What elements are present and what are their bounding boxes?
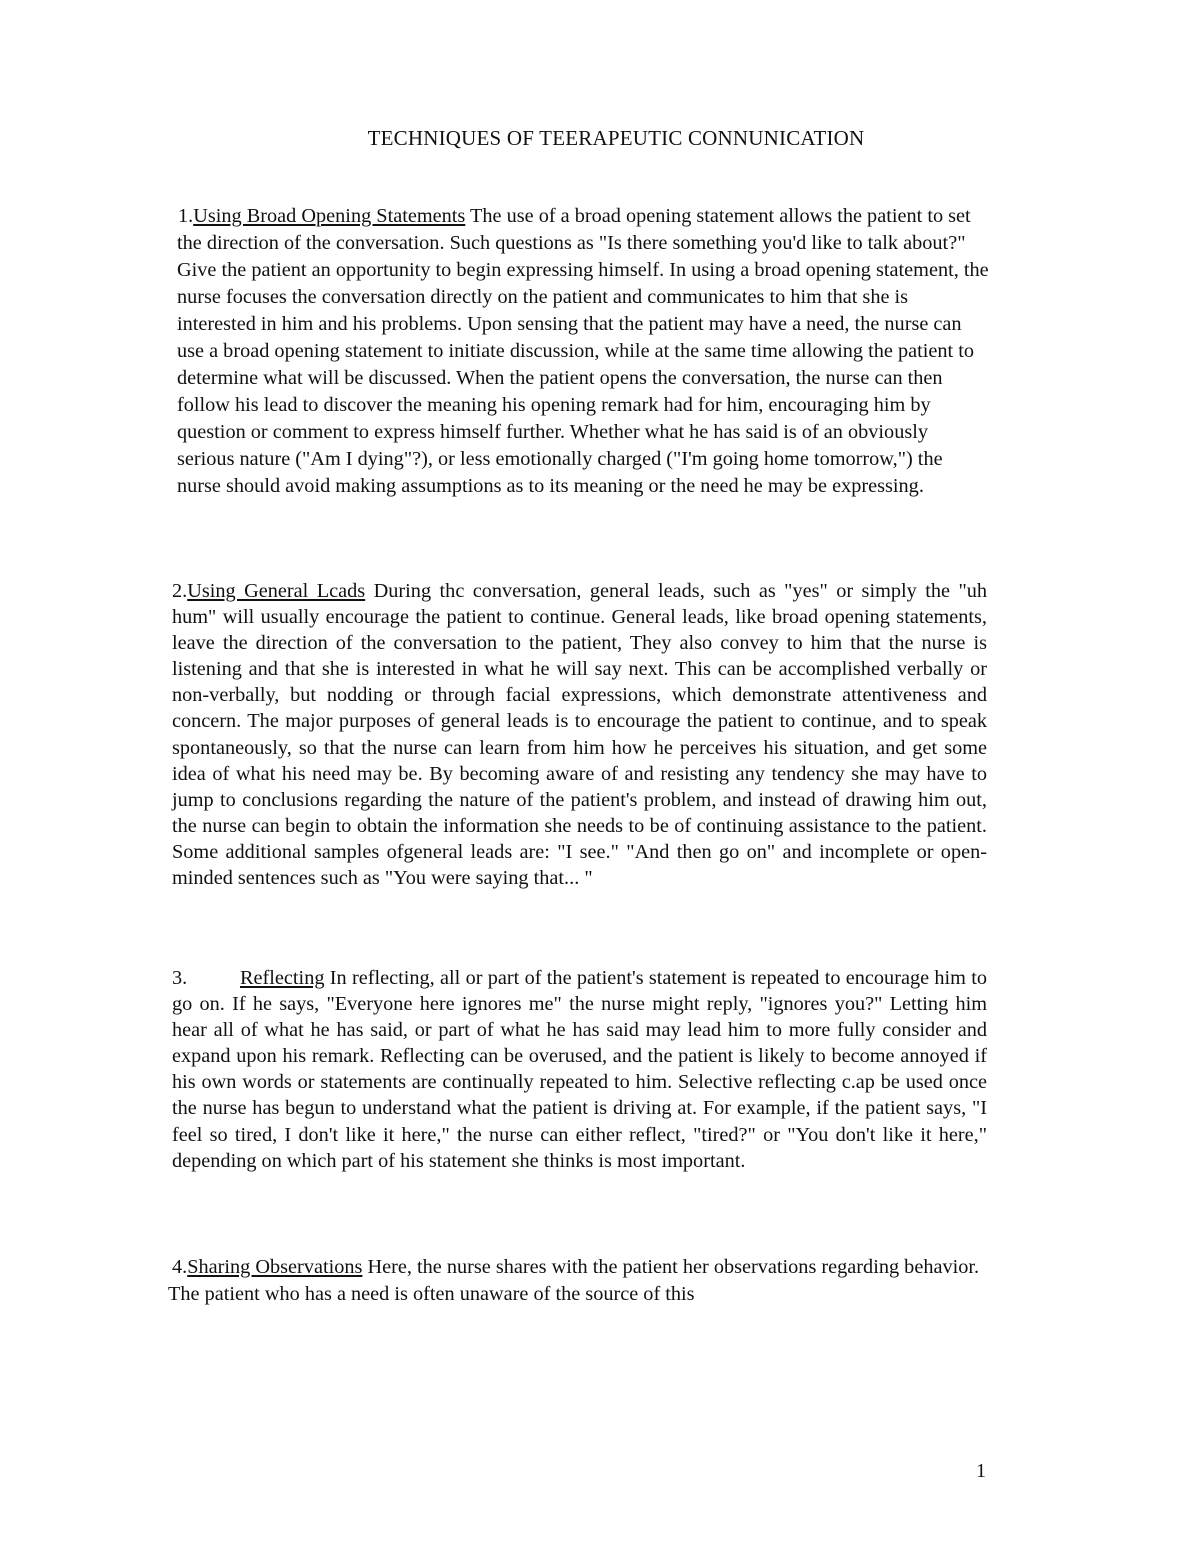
section-reflecting xyxy=(172,965,987,1174)
section-number: 3. xyxy=(172,967,188,989)
section-using-broad-opening-statements xyxy=(177,203,989,500)
section-sharing-observations xyxy=(168,1254,988,1308)
section-heading: Reflecting xyxy=(240,967,325,989)
section-number: 1. xyxy=(178,205,194,227)
page-number: 1 xyxy=(976,1460,986,1482)
section-body: In reflecting, all or part of the patient's statement is repeated to encourage him to go on. If he says, "Everyone here ignores me" the nurse might reply, "ignores you?" Letting him hear all of what he has said, or part of what he has said may lead him to more fully consider and expand upon his remark. Reflecting can be overused, and the patient is likely to become annoyed if his own words or statements are continually repeated to him. Selective reflecting c.ap be used once the nurse has begun to understand what the patient is driving at. For example, if the patient says, "I feel so tired, I don't like it here," the nurse can either reflect, "tired?" or "You don't like it here," depending on which part of his statement she thinks is most important. xyxy=(172,967,987,1172)
section-body: The use of a broad opening statement allows the patient to set the direction of the conversation. Such questions as "Is there something you'd like to talk about?" Give the patient an opportunity to begin expressing himself. In using a broad opening statement, the nurse focuses the conversation directly on the patient and communicates to him that she is interested in him and his problems. Upon sensing that the patient may have a need, the nurse can use a broad opening statement to initiate discussion, while at the same time allowing the patient to determine what will be discussed. When the patient opens the conversation, the nurse can then follow his lead to discover the meaning his opening remark had for him, encouraging him by question or comment to express himself further. Whether what he has said is of an obviously serious nature ("Am I dying"?), or less emotionally charged ("I'm going home tomorrow,") the nurse should avoid making assumptions as to its meaning or the need he may be expressing. xyxy=(177,205,989,497)
document-title: TECHNIQUES OF TEERAPEUTIC CONNUNICATION xyxy=(367,126,865,150)
section-body: During thc conversation, general leads, such as "yes" or simply the "uh hum" will usually encourage the patient to continue. General leads, like broad opening statements, leave the direction of the conversation to the patient, They also convey to him that the nurse is listening and that she is interested in what he will say next. This can be accomplished verbally or non-verbally, but nodding or through facial expressions, which demonstrate attentiveness and concern. The major purposes of general leads is to encourage the patient to continue, and to speak spontaneously, so that the nurse can learn from him how he perceives his situation, and get some idea of what his need may be. By becoming aware of and resisting any tendency she may have to jump to conclusions regarding the nature of the patient's problem, and instead of drawing him out, the nurse can begin to obtain the information she needs to be of continuing assistance to the patient. Some additional samples ofgeneral leads are: "I see." "And then go on" and incomplete or open-minded sentences such as "You were saying that... " xyxy=(172,580,988,890)
section-body: Here, the nurse shares with the patient her observations regarding behavior. The patient who has a need is often unaware of the source of this xyxy=(168,1256,980,1305)
section-heading: Using General Lcads xyxy=(187,580,366,602)
section-number: 2. xyxy=(172,580,188,602)
section-using-general-leads xyxy=(172,578,987,891)
section-heading: Using Broad Opening Statements xyxy=(193,205,466,227)
section-heading: Sharing Observations xyxy=(187,1256,363,1278)
section-number: 4. xyxy=(172,1256,188,1278)
